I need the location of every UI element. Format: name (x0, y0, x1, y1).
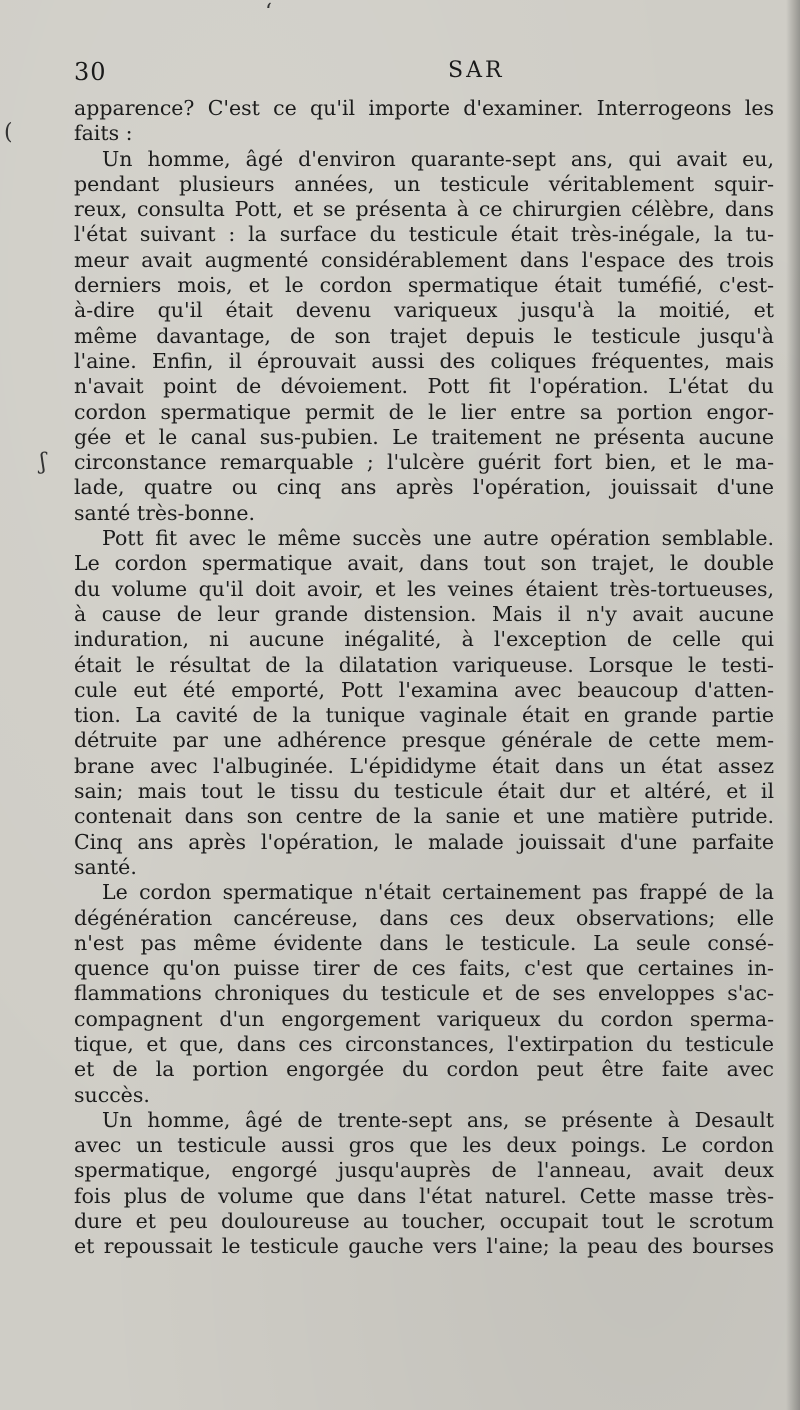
text-line: faits : (74, 121, 133, 146)
text-line: Cinq ans après l'opération, le malade jouissait d'une parfaite (74, 829, 774, 854)
text-line: Un homme, âgé d'environ quarante-sept ans, qui avait eu, (102, 146, 774, 171)
margin-mark: ʃ (40, 450, 46, 475)
text-line: contenait dans son centre de la sanie et une matière putride. (74, 804, 774, 829)
text-line: avec un testicule aussi gros que les deux poings. Le cordon (74, 1133, 774, 1158)
text-line: l'aine. Enfin, il éprouvait aussi des coliques fréquentes, mais (74, 348, 774, 373)
text-line: sain; mais tout le tissu du testicule était dur et altéré, et il (74, 779, 774, 804)
text-line: meur avait augmenté considérablement dans l'espace des trois (74, 247, 774, 272)
text-line: circonstance remarquable ; l'ulcère guérit fort bien, et le ma- (74, 450, 774, 475)
body-text (74, 96, 774, 1260)
text-line: du volume qu'il doit avoir, et les veines étaient très-tortueuses, (74, 576, 774, 601)
text-line: succès. (74, 1082, 150, 1107)
page-header (72, 58, 772, 92)
text-line: quence qu'on puisse tirer de ces faits, c'est que certaines in- (74, 956, 774, 981)
text-line: derniers mois, et le cordon spermatique était tuméfié, c'est- (74, 273, 774, 298)
page-gutter-shadow (786, 0, 800, 1410)
text-line: n'avait point de dévoiement. Pott fit l'opération. L'état du (74, 374, 774, 399)
text-line: fois plus de volume que dans l'état naturel. Cette masse très- (74, 1183, 774, 1208)
text-line: et de la portion engorgée du cordon peut être faite avec (74, 1057, 774, 1082)
text-line: compagnent d'un engorgement variqueux du cordon sperma- (74, 1006, 774, 1031)
text-line: brane avec l'albuginée. L'épididyme était dans un état assez (74, 753, 774, 778)
text-line: pendant plusieurs années, un testicule véritablement squir- (74, 171, 774, 196)
page-number: 30 (74, 58, 107, 86)
text-line: l'état suivant : la surface du testicule était très-inégale, la tu- (74, 222, 774, 247)
text-line: santé. (74, 854, 137, 879)
text-line: lade, quatre ou cinq ans après l'opération, jouissait d'une (74, 475, 774, 500)
text-line: spermatique, engorgé jusqu'auprès de l'anneau, avait deux (74, 1158, 774, 1183)
text-line: à-dire qu'il était devenu variqueux jusqu'à la moitié, et (74, 298, 774, 323)
text-line: Le cordon spermatique n'était certainement pas frappé de la (102, 880, 774, 905)
text-line: cule eut été emporté, Pott l'examina avec beaucoup d'atten- (74, 677, 774, 702)
text-line: apparence? C'est ce qu'il importe d'examiner. Interrogeons les (74, 96, 774, 120)
text-line: n'est pas même évidente dans le testicule. La seule consé- (74, 930, 774, 955)
text-line: cordon spermatique permit de le lier entre sa portion engor- (74, 399, 774, 424)
text-line: Le cordon spermatique avait, dans tout son trajet, le double (74, 551, 774, 576)
text-line: Un homme, âgé de trente-sept ans, se présente à Desault (102, 1107, 774, 1132)
text-line: reux, consulta Pott, et se présenta à ce chirurgien célèbre, dans (74, 197, 774, 222)
text-line: gée et le canal sus-pubien. Le traitement ne présenta aucune (74, 424, 774, 449)
text-line: flammations chroniques du testicule et de ses enveloppes s'ac- (74, 981, 774, 1006)
margin-mark: ( (4, 120, 13, 145)
text-line: et repoussait le testicule gauche vers l'aine; la peau des bourses (74, 1234, 774, 1259)
text-line: tique, et que, dans ces circonstances, l'extirpation du testicule (74, 1031, 774, 1056)
text-line: Pott fit avec le même succès une autre opération semblable. (102, 526, 774, 551)
running-head: SAR (448, 58, 505, 83)
text-line: santé très-bonne. (74, 500, 255, 525)
text-line: détruite par une adhérence presque générale de cette mem- (74, 728, 774, 753)
text-line: induration, ni aucune inégalité, à l'exception de celle qui (74, 627, 774, 652)
text-line: dure et peu douloureuse au toucher, occupait tout le scrotum (74, 1209, 774, 1234)
text-line: dégénération cancéreuse, dans ces deux observations; elle (74, 905, 774, 930)
text-line: à cause de leur grande distension. Mais il n'y avait aucune (74, 601, 774, 626)
text-line: était le résultat de la dilatation variqueuse. Lorsque le testi- (74, 652, 774, 677)
text-line: même davantage, de son trajet depuis le testicule jusqu'à (74, 323, 774, 348)
text-line: tion. La cavité de la tunique vaginale était en grande partie (74, 703, 774, 728)
ink-mark: ‘ (265, 0, 272, 25)
